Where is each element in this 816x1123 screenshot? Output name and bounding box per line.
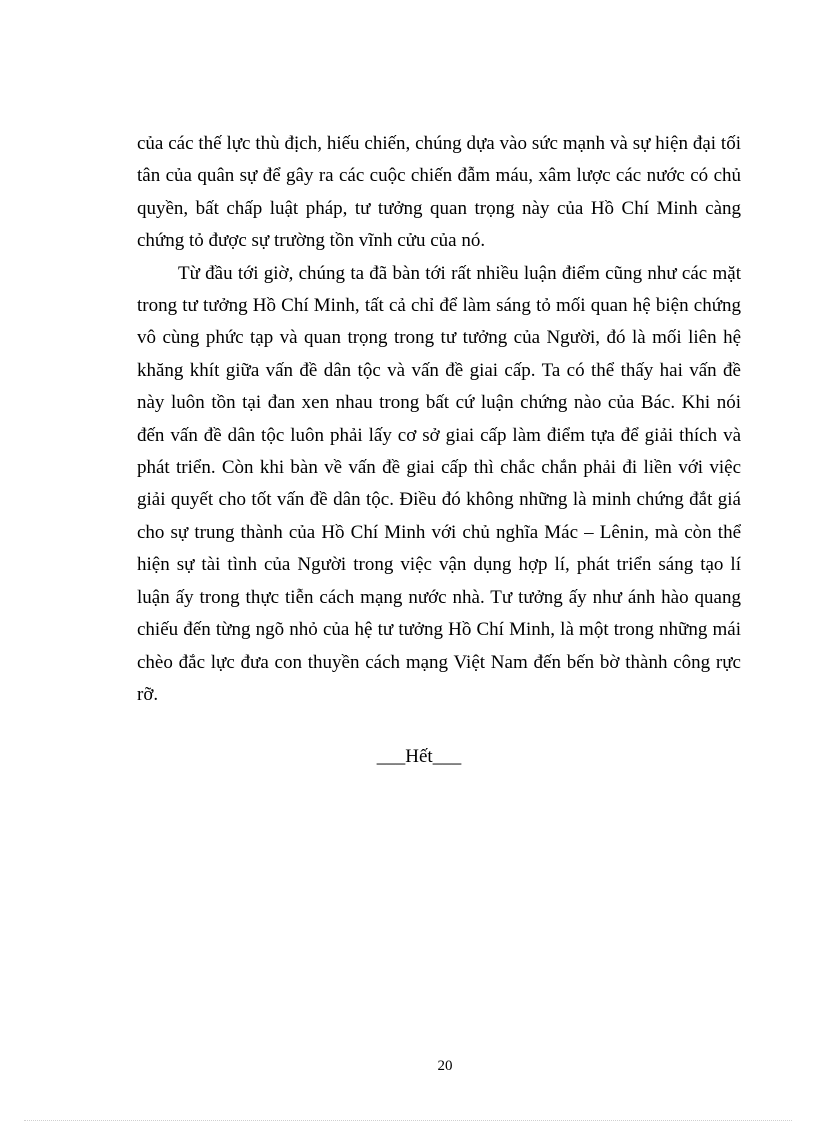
- page-number: 20: [437, 1058, 453, 1074]
- body-text: [137, 128, 741, 711]
- footer-divider: [24, 1120, 792, 1121]
- paragraph-conclusion: Từ đầu tới giờ, chúng ta đã bàn tới rất nhiều luận điểm cũng như các mặt trong tư tưởng Hồ Chí Minh, tất cả chỉ để làm sáng tỏ mối quan hệ biện chứng vô cùng phức tạp và quan trọng trong tư tưởng của Người, đó là mối liên hệ khăng khít giữa vấn đề dân tộc và vấn đề giai cấp. Ta có thể thấy hai vấn đề này luôn tồn tại đan xen nhau trong bất cứ luận chứng nào của Bác. Khi nói đến vấn đề dân tộc luôn phải lấy cơ sở giai cấp làm điểm tựa để giải thích và phát triển. Còn khi bàn về vấn đề giai cấp thì chắc chắn phải đi liền với việc giải quyết cho tốt vấn đề dân tộc. Điều đó không những là minh chứng đắt giá cho sự trung thành của Hồ Chí Minh với chủ nghĩa Mác – Lênin, mà còn thể hiện sự tài tình của Người trong việc vận dụng hợp lí, phát triển sáng tạo lí luận ấy trong thực tiễn cách mạng nước nhà. Tư tưởng ấy như ánh hào quang chiếu đến từng ngõ nhỏ của hệ tư tưởng Hồ Chí Minh, là một trong những mái chèo đắc lực đưa con thuyền cách mạng Việt Nam đến bến bờ thành công rực rỡ.: [137, 262, 741, 705]
- end-mark: ___Hết___: [376, 746, 462, 767]
- paragraph-continuation: của các thế lực thù địch, hiếu chiến, chúng dựa vào sức mạnh và sự hiện đại tối tân của quân sự để gây ra các cuộc chiến đẫm máu, xâm lược các nước có chủ quyền, bất chấp luật pháp, tư tưởng quan trọng này của Hồ Chí Minh càng chứng tỏ được sự trường tồn vĩnh cửu của nó.: [137, 133, 741, 252]
